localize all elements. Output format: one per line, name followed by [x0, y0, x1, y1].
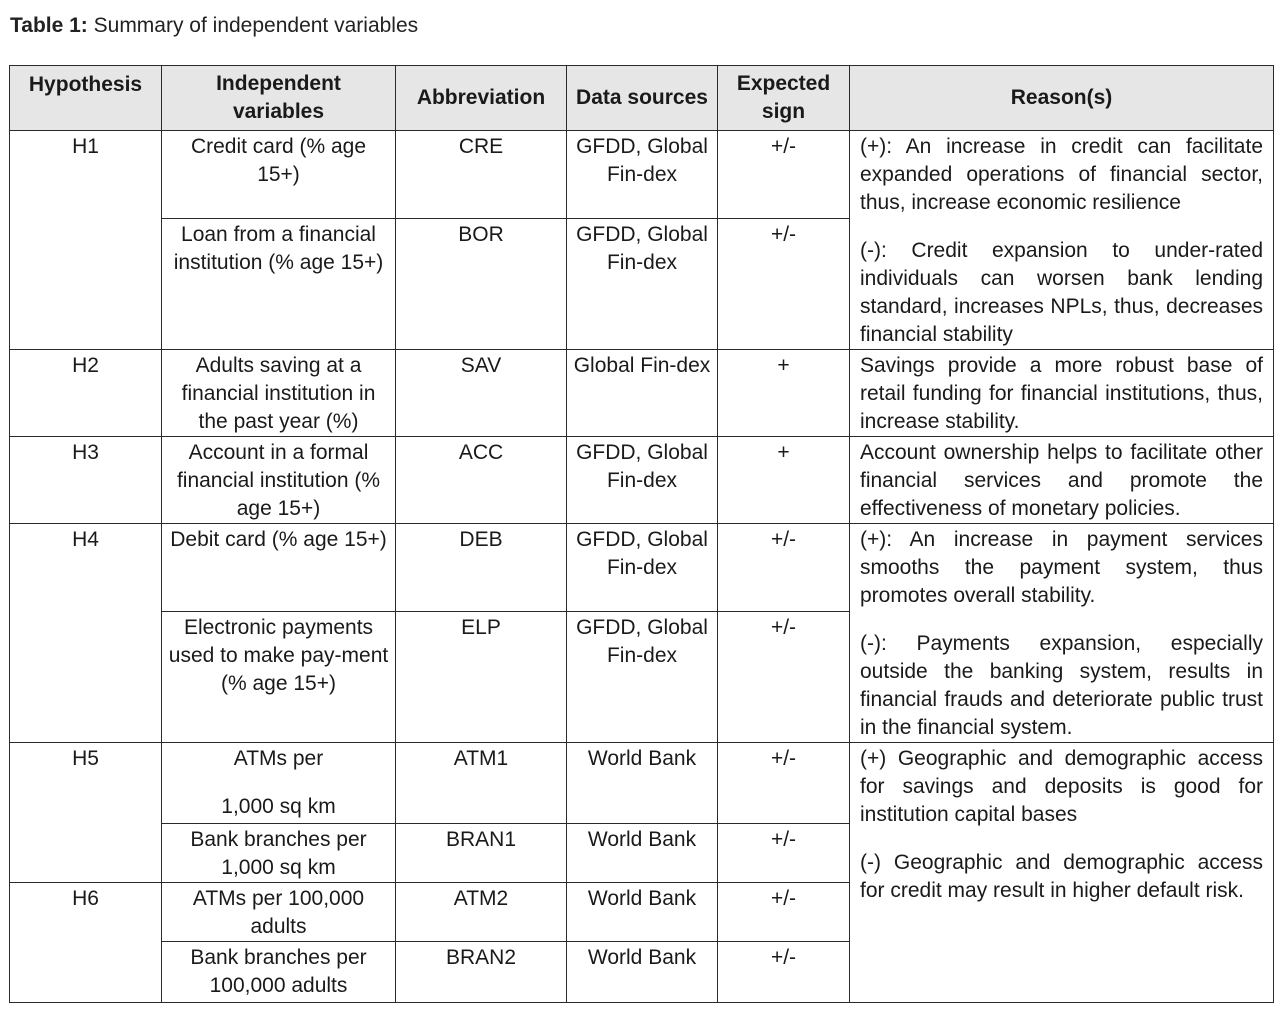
source-cell: GFDD, Global Fin-dex	[567, 131, 718, 219]
table-row	[10, 437, 1274, 524]
source-cell: World Bank	[567, 942, 718, 1003]
header-hypothesis: Hypothesis	[10, 66, 162, 131]
sign-cell: +/-	[718, 612, 850, 743]
reason-cell	[850, 131, 1274, 350]
header-reasons: Reason(s)	[850, 66, 1274, 131]
abbreviation-cell: ELP	[396, 612, 567, 743]
header-independent-variables: Independent variables	[162, 66, 396, 131]
table-row	[10, 524, 1274, 612]
abbreviation-cell: ACC	[396, 437, 567, 524]
source-cell: World Bank	[567, 824, 718, 883]
source-cell: GFDD, Global Fin-dex	[567, 437, 718, 524]
sign-cell: +/-	[718, 219, 850, 350]
abbreviation-cell: BOR	[396, 219, 567, 350]
table-row	[10, 743, 1274, 824]
table-row	[10, 131, 1274, 219]
abbreviation-cell: ATM2	[396, 883, 567, 942]
sign-cell: +/-	[718, 131, 850, 219]
header-expected-sign: Expected sign	[718, 66, 850, 131]
hypothesis-cell: H2	[10, 350, 162, 437]
reason-negative: (-) Geographic and demographic access for credit may result in higher default risk.	[860, 851, 1263, 902]
hypothesis-cell: H4	[10, 524, 162, 743]
sign-cell: +/-	[718, 524, 850, 612]
sign-cell: +/-	[718, 824, 850, 883]
sign-cell: +/-	[718, 743, 850, 824]
header-data-sources: Data sources	[567, 66, 718, 131]
header-row	[10, 66, 1274, 131]
independent-variables-table	[9, 65, 1274, 1003]
reason-positive: (+): An increase in credit can facilitate expanded operations of financial sector, thus, increase economic resilience	[860, 135, 1263, 214]
reason-cell	[850, 524, 1274, 743]
source-cell: World Bank	[567, 743, 718, 824]
table-row	[10, 350, 1274, 437]
hypothesis-cell: H3	[10, 437, 162, 524]
hypothesis-cell: H1	[10, 131, 162, 350]
reason-text: Savings provide a more robust base of retail funding for financial institutions, thus, increase stability.	[860, 354, 1263, 433]
reason-positive: (+) Geographic and demographic access for savings and deposits is good for institution capital bases	[860, 747, 1263, 826]
abbreviation-cell: BRAN2	[396, 942, 567, 1003]
hypothesis-cell: H5	[10, 743, 162, 883]
reason-negative: (-): Credit expansion to under-rated individuals can worsen bank lending standard, increases NPLs, thus, decreases financial stability	[860, 239, 1263, 346]
abbreviation-cell: BRAN1	[396, 824, 567, 883]
table-caption	[10, 12, 418, 40]
abbreviation-cell: CRE	[396, 131, 567, 219]
abbreviation-cell: DEB	[396, 524, 567, 612]
source-cell: GFDD, Global Fin-dex	[567, 612, 718, 743]
variable-cell: Debit card (% age 15+)	[162, 524, 396, 612]
reason-positive: (+): An increase in payment services smooths the payment system, thus promotes overall stability.	[860, 528, 1263, 607]
hypothesis-cell: H6	[10, 883, 162, 1003]
header-abbreviation: Abbreviation	[396, 66, 567, 131]
reason-cell	[850, 350, 1274, 437]
source-cell: Global Fin-dex	[567, 350, 718, 437]
table-title: Summary of independent variables	[87, 14, 419, 37]
variable-cell: Bank branches per 100,000 adults	[162, 942, 396, 1003]
source-cell: World Bank	[567, 883, 718, 942]
abbreviation-cell: SAV	[396, 350, 567, 437]
source-cell: GFDD, Global Fin-dex	[567, 524, 718, 612]
reason-negative: (-): Payments expansion, especially outside the banking system, results in financial frauds and deteriorate public trust in the financial system.	[860, 632, 1263, 739]
variable-line-1: ATMs per	[233, 747, 324, 770]
abbreviation-cell: ATM1	[396, 743, 567, 824]
variable-cell	[162, 743, 396, 824]
variable-cell: Bank branches per 1,000 sq km	[162, 824, 396, 883]
reason-text: Account ownership helps to facilitate other financial services and promote the effectiveness of monetary policies.	[860, 441, 1263, 520]
variable-cell: Electronic payments used to make pay-ment (% age 15+)	[162, 612, 396, 743]
reason-cell	[850, 437, 1274, 524]
variable-cell: Credit card (% age 15+)	[162, 131, 396, 219]
table-label: Table 1:	[10, 14, 88, 37]
variable-cell: Adults saving at a financial institution in the past year (%)	[162, 350, 396, 437]
variable-cell: Account in a formal financial institution (% age 15+)	[162, 437, 396, 524]
sign-cell: +/-	[718, 883, 850, 942]
source-cell: GFDD, Global Fin-dex	[567, 219, 718, 350]
sign-cell: +	[718, 350, 850, 437]
variable-line-2: 1,000 sq km	[221, 795, 336, 818]
variable-cell: Loan from a financial institution (% age 15+)	[162, 219, 396, 350]
variable-cell: ATMs per 100,000 adults	[162, 883, 396, 942]
reason-cell	[850, 743, 1274, 1003]
sign-cell: +	[718, 437, 850, 524]
sign-cell: +/-	[718, 942, 850, 1003]
